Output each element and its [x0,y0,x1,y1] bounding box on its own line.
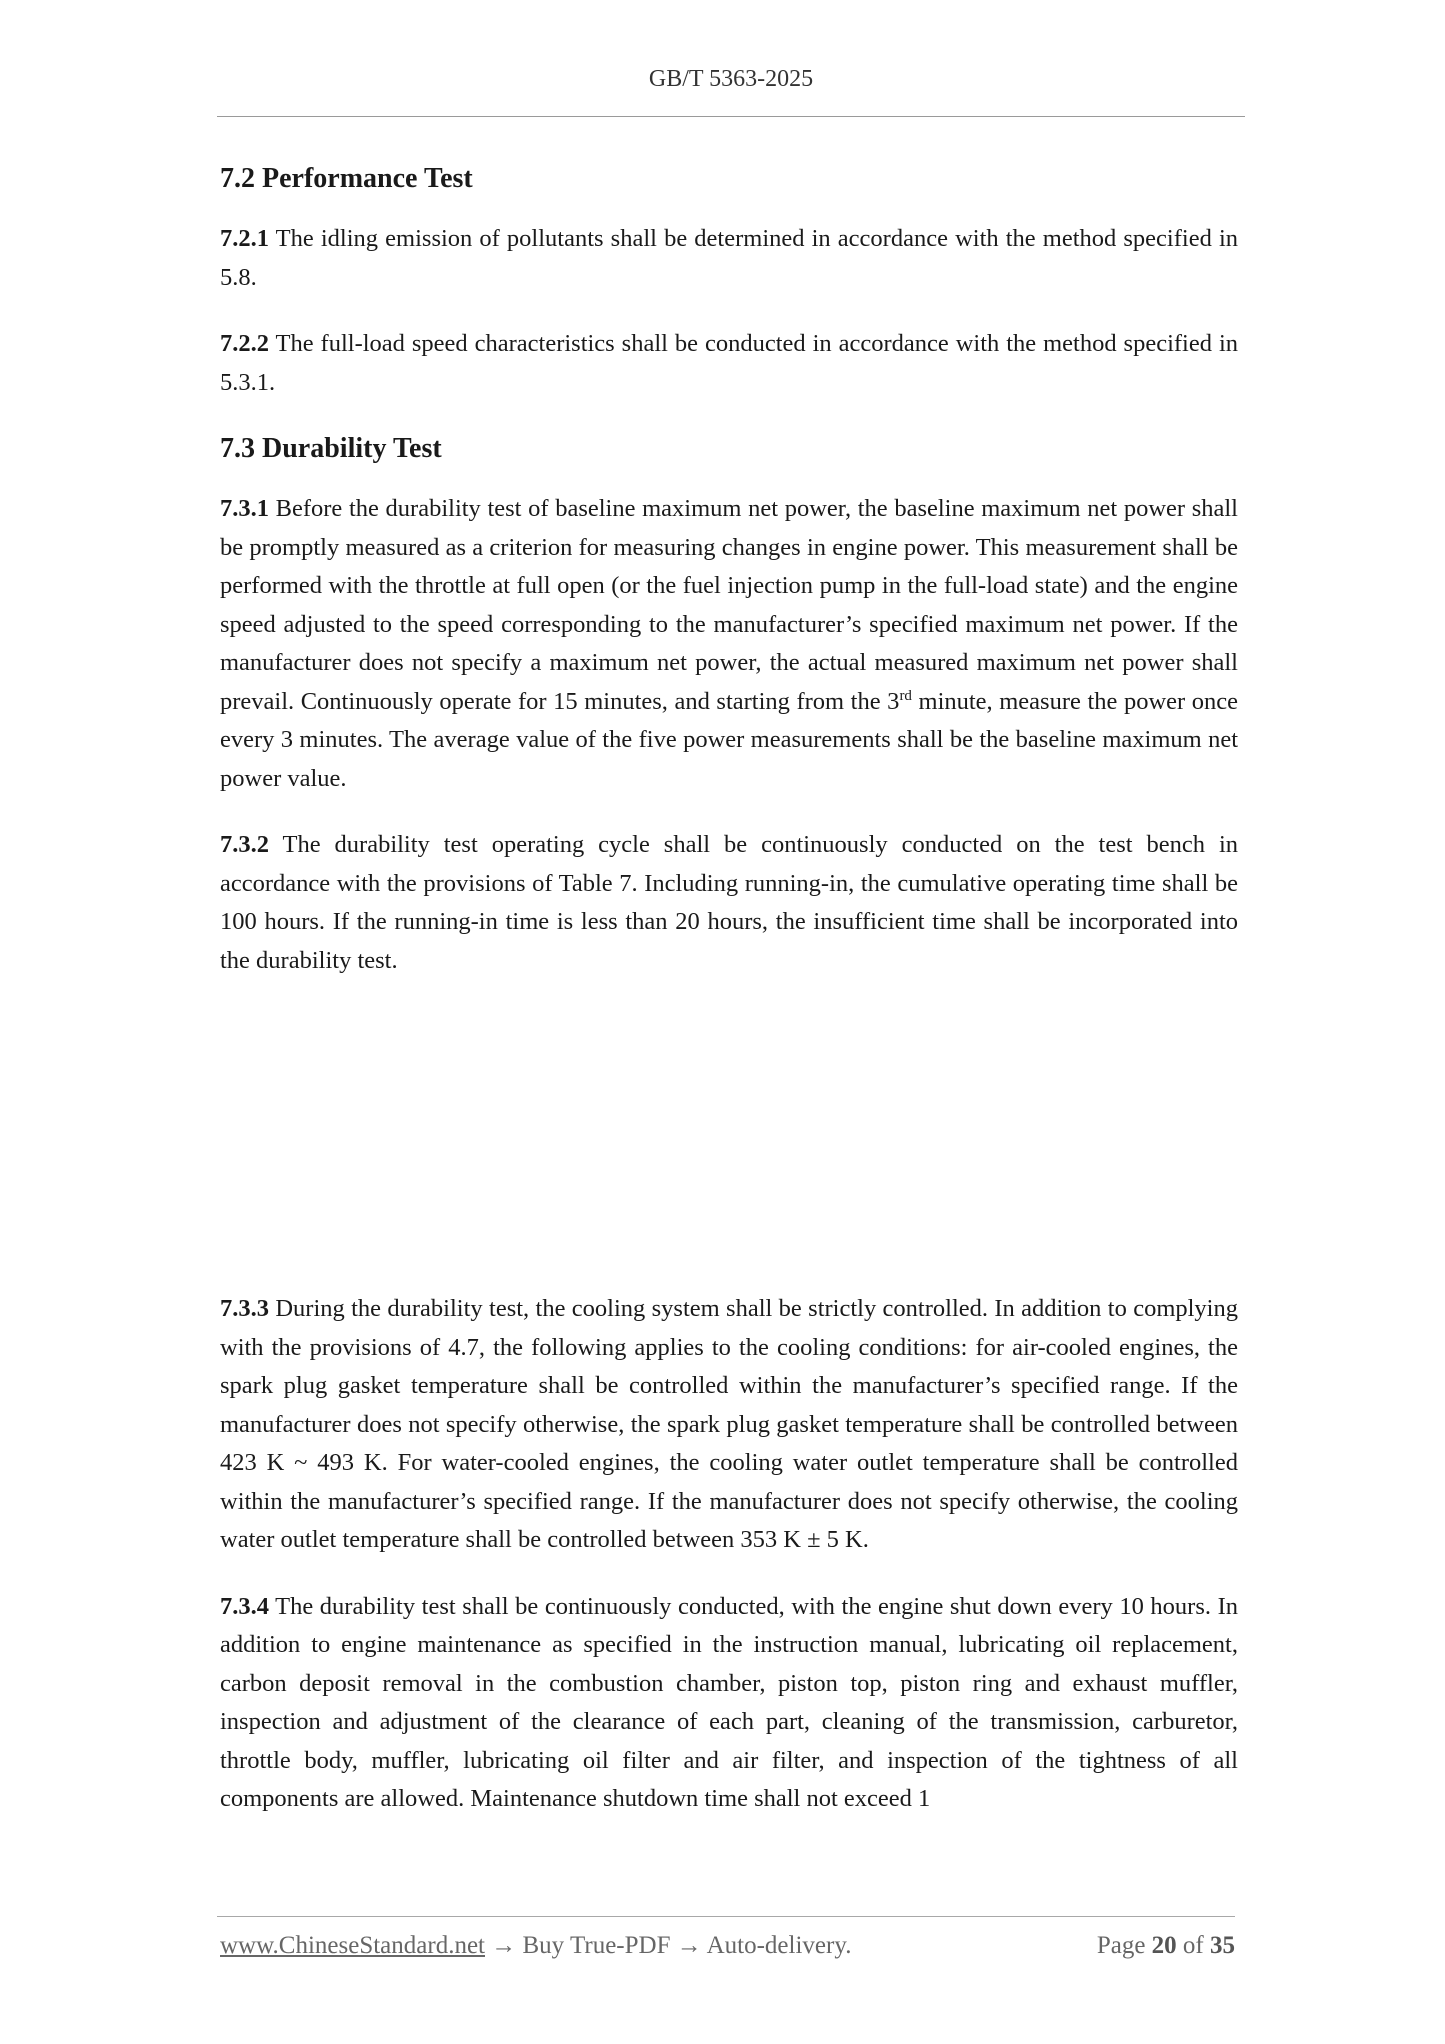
clause-7-3-2 [220,826,1238,980]
footer-promo [220,1932,851,1960]
of-word: of [1182,1932,1204,1959]
arrow-icon: → [670,1932,707,1959]
header-divider [217,116,1245,117]
clause-number: 7.3.3 [220,1295,269,1322]
clause-text: Before the durability test of baseline maximum net power, the baseline maximum net power shall be promptly measured as a criterion for measuring changes in engine power. This measurement shall be performed with the throttle at full open (or the fuel injection pump in the full-load state) and the engine speed adjusted to the speed corresponding to the manufacturer’s specified maximum net power. If the manufacturer does not specify a maximum net power, the actual measured maximum net power shall prevail. Continuously operate for 15 minutes, and starting from the 3 [220,495,1238,715]
content-lower [220,1290,1238,1847]
ordinal-superscript: rd [899,687,912,704]
site-link[interactable]: www.ChineseStandard.net [220,1932,485,1959]
clause-text: The full-load speed characteristics shall be conducted in accordance with the method specified in 5.3.1. [220,330,1238,396]
page-header-doc-id: GB/T 5363-2025 [648,66,814,92]
content-upper [220,160,1238,1008]
footer-divider [217,1916,1235,1917]
section-heading-7-3: 7.3 Durability Test [220,433,442,464]
clause-7-3-3 [220,1290,1238,1560]
page-word: Page [1096,1932,1146,1959]
clause-number: 7.2.1 [220,225,269,252]
clause-text: During the durability test, the cooling system shall be strictly controlled. In addition to complying with the provisions of 4.7, the following applies to the cooling conditions: for air-cooled engines, the spark plug gasket temperature shall be controlled within the manufacturer’s specified range. If the manufacturer does not specify otherwise, the spark plug gasket temperature shall be controlled between 423 K ~ 493 K. For water-cooled engines, the cooling water outlet temperature shall be controlled within the manufacturer’s specified range. If the manufacturer does not specify otherwise, the cooling water outlet temperature shall be controlled between 353 K ± 5 K. [220,1295,1238,1553]
buy-text: Buy True-PDF [522,1932,671,1959]
clause-number: 7.3.2 [220,831,269,858]
clause-number: 7.3.4 [220,1592,269,1620]
clause-text-cont: minute, measure the power once every 3 minutes. The average value of the five power measurements shall be the baseline maximum net power value. [220,687,1238,792]
clause-7-3-1 [220,490,1238,798]
clause-7-3-4 [220,1588,1238,1819]
page-indicator [1097,1932,1235,1960]
delivery-text: Auto-delivery. [706,1932,852,1959]
clause-text: The durability test operating cycle shall be continuously conducted on the test bench in accordance with the provisions of Table 7. Including running-in, the cumulative operating time shall be 100 hours. If the running-in time is less than 20 hours, the insufficient time shall be incorporated into the durability test. [220,831,1238,974]
arrow-icon: → [485,1932,523,1959]
clause-text: The idling emission of pollutants shall be determined in accordance with the method specified in 5.8. [220,225,1238,291]
page-number: 20 [1151,1932,1177,1959]
clause-number: 7.2.2 [220,330,269,357]
clause-text: The durability test shall be continuously conducted, with the engine shut down every 10 hours. In addition to engine maintenance as specified in the instruction manual, lubricating oil replacement, carbon deposit removal in the combustion chamber, piston top, piston ring and exhaust muffler, inspection and adjustment of the clearance of each part, cleaning of the transmission, carburetor, throttle body, muffler, lubricating oil filter and air filter, and inspection of the tightness of all components are allowed. Maintenance shutdown time shall not exceed 1 [220,1592,1238,1812]
clause-number: 7.3.1 [220,495,269,522]
clause-7-2-2 [220,325,1238,402]
clause-7-2-1 [220,220,1238,297]
page-total: 35 [1210,1932,1235,1959]
section-heading-7-2: 7.2 Performance Test [220,163,473,194]
